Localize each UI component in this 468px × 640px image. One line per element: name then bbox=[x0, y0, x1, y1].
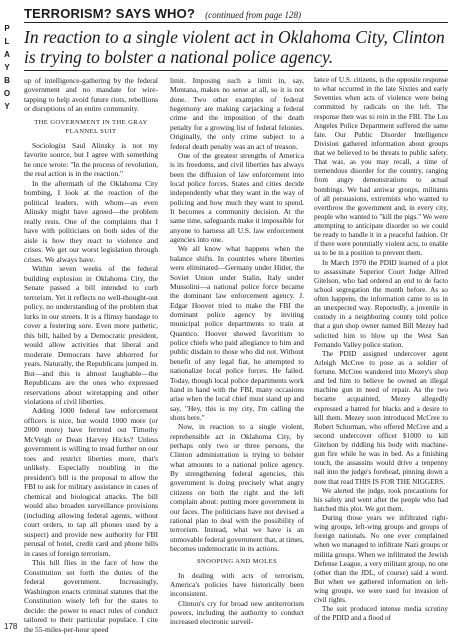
magazine-name-letter: Y bbox=[4, 102, 10, 111]
body-paragraph: In the aftermath of the Oklahoma City bombing, I look at the reaction of the political leaders, with whom—as even Alinsky might have agreed—the problem really rests. One of the complaints that I have with politicians on both sides of the aisle is how they react to violence and crises. We get our worst legislation through crises. We always have. bbox=[24, 178, 158, 264]
body-paragraph: This bill flies in the face of how the Constitution set forth the duties of the federal government. Increasingly, Washington enacts criminal statutes that the Constitution wisely left for the states to decide: the power to enact rules of conduct tailored to their particular populace. I cite the 55-miles-per-hour speed bbox=[24, 558, 158, 634]
magazine-name-letter: O bbox=[3, 89, 11, 98]
body-paragraph: limit. Imposing such a limit in, say, Montana, makes no sense at all, so it is not done. Two other examples of federal hegemony are making carjacking a federal crime and the imposition of the death penalty for a growing list of federal felonies. Originally, the only crime subject to a federal death penalty was an act of treason. bbox=[170, 76, 304, 151]
text-column-1 bbox=[24, 76, 158, 634]
body-paragraph: The PDID assigned undercover agent Arleigh McCree to pose as a soldier of fortune. McCree wandered into Mezey's shop and led him to believe he owned an illegal machine gun in need of repair. As the two became acquainted, Mezey allegedly expressed a hatred for blacks and a desire to kill them. Mezey soon introduced McCree to Robert Schurman, who offered McCree and a second undercover officer $1000 to kill Gitelson by riddling his body with machine-gun fire while he was in bed. As a finishing touch, the assassins would drive a tenpenny nail into the judge's forehead, pinning down a note that read THIS IS FOR THE NIGGERS. bbox=[314, 349, 448, 486]
magazine-name-vertical bbox=[2, 22, 12, 113]
section-subhead: SNOOPING AND MOLES bbox=[196, 558, 278, 566]
body-paragraph: Now, in reaction to a single violent, reprehensible act in Oklahoma City, by perhaps only two or three persons, the Clinton administration is trying to bolster what amounts to a national police agency. By strengthening federal agencies, this government is doing precisely what angry citizens on both the right and the left complain about: putting more government in our faces. The politicians have not devised a rational plan to deal with the possibility of terrorism. Instead, what we have is an unmovable federal government that, at times, becomes undemocratic in its actions. bbox=[170, 422, 305, 553]
magazine-name-letter: P bbox=[4, 24, 10, 33]
body-paragraph: During those years we infiltrated right-wing groups, left-wing groups and groups of foreign nationals. No one ever complained when we managed to infiltrate Nazi groups or militia groups. When we infiltrated the Jewish Defense League, a very militant group, no one (other than the JDL, of course) said a word. But when we gathered information on left-wing groups, we were sued for invasion of civil rights. bbox=[314, 514, 448, 605]
body-paragraph: We all know what happens when the balance shifts. In countries where liberties were eliminated—Germany under Hitler, the Soviet Union under Stalin, Italy under Mussolini—a national police force became the dominant law enforcement agency. J. Edgar Hoover tried to make the FBI the dominant police agency by inviting municipal police departments to train at Quantico. Hoover showed favoritism to police chiefs who paid allegiance to him and public disdain to those who did not. Without benefit of any legal fiat, he attempted to nationalize local police forces. He failed. Today, though local police departments work hand in hand with the FBI, many occasions arise when the local chief must stand up and say, "Hey, this is my city, I'm calling the shots here." bbox=[170, 244, 304, 422]
body-paragraph: lance of U.S. citizens, is the opposite response to what occurred in the late Sixties and early Seventies when acts of violence were being committed by radicals on the left. The response then was to rein in the FBI. The Los Angeles Police Department suffered the same fate. Our Public Disorder Intelligence Division gathered information about groups that we believed to be threats to public safety. That was, as you may recall, a time of tremendous disorder for the country, ranging from angry demonstrations to actual bombings. We had antiwar groups, militants of all persuasions, extremists who wanted to overthrow the government and, in every city, people who wanted to "kill the pigs." We were attempting to anticipate disorder so we could be ready to handle it in a peaceful fashion. Or if there were potentially violent acts, to enable us to be in a position to prevent them. bbox=[314, 76, 448, 258]
section-subhead: THE GOVERNMENT IN THE GRAY FLANNEL SUIT bbox=[34, 118, 148, 136]
article-deck: In reaction to a single violent act in Oklahoma City, Clinton is trying to bolster a national police agency. bbox=[24, 27, 445, 67]
text-column-2 bbox=[170, 76, 304, 627]
deck-rule bbox=[24, 70, 448, 71]
body-paragraph: One of the greatest strengths of America is its freedoms, and civil liberties has always been the diffusion of law enforcement into local police forces. States and cities decide independently what they want in the way of policing and how much they want to spend. It becomes a community decision. At the same time, safeguards make it impossible for anyone to harness all U.S. law enforcement agencies into one. bbox=[170, 150, 304, 245]
body-paragraph: Sociologist Saul Alinsky is not my favorite source, but I agree with something he once wrote: "In the process of revolution, the real action is in the reaction." bbox=[24, 140, 158, 179]
article-title: TERRORISM? SAYS WHO? bbox=[24, 6, 196, 21]
header-rule bbox=[24, 22, 448, 23]
continued-note: (continued from page 128) bbox=[205, 10, 301, 20]
body-paragraph: Clinton's cry for broad new antiterrorism powers, including the authority to conduct increased electronic surveil- bbox=[170, 598, 304, 627]
magazine-name-letter: L bbox=[4, 37, 10, 46]
article-header bbox=[24, 5, 458, 23]
magazine-name-letter: B bbox=[4, 76, 10, 85]
body-paragraph: In dealing with acts of terrorism, America's policies have historically been inconsistent. bbox=[170, 570, 304, 599]
body-paragraph: Within seven weeks of the federal building explosion in Oklahoma City, the Senate passed a bill intended to curb terrorism. Yet it reflects no well-thought-out policy, no understanding of the problem that lurks in our streets. It is a flimsy bandage to cover a festering sore. Even more pathetic, this bill, hailed by a Democratic president, would allow activities that liberal and moderate Democrats have abhorred for years. Naturally, the Republicans jumped in. But—and this is almost laughable—the Republicans are the ones who expressed reservations about wiretapping and other violations of civil liberties. bbox=[24, 264, 158, 406]
body-paragraph: We alerted the judge, took precautions for his safety and went after the people who had hatched this plot. We got them. bbox=[314, 486, 448, 513]
text-column-3 bbox=[314, 76, 448, 624]
magazine-name-letter: Y bbox=[4, 63, 10, 72]
body-paragraph: In March 1970 the PDID learned of a plot to assassinate Superior Court Judge Alfred Gitelson, who had ordered an end to de facto school segregation the month before. As so often happens, the information came to us in an unexpected way. Reportedly, a juvenile in custody in a neighboring county told police that a gun shop owner named Bill Mezey had solicited him to blow up the West San Fernando Valley police station. bbox=[314, 258, 448, 349]
page-number: 178 bbox=[4, 622, 18, 631]
magazine-name-letter: A bbox=[4, 50, 10, 59]
body-paragraph: up of intelligence-gathering by the federal government and no mandate for wire-tapping to help avoid future riots, rebellions or disruptions of an entire community. bbox=[24, 76, 158, 114]
body-paragraph: Adding 1000 federal law enforcement officers is nice, but would 1000 more (or 2000 more) have ferreted out Timothy McVeigh or Dean Harvey Hicks? Unless government is willing to tread further on our toes and restrict liberties more, that's unlikely. Especially troubling in the president's bill is the proposal to allow the FBI to ask for military assistance in cases of chemical and biological attacks. The bill would also broaden surveillance provisions (including allowing federal agents, without court orders, to tap all phones used by a suspect) and provide new authority for FBI perusal of hotel, credit card and phone bills in cases of foreign terrorism. bbox=[24, 406, 158, 558]
body-paragraph: The suit produced intense media scrutiny of the PDID and a flood of bbox=[314, 605, 448, 623]
